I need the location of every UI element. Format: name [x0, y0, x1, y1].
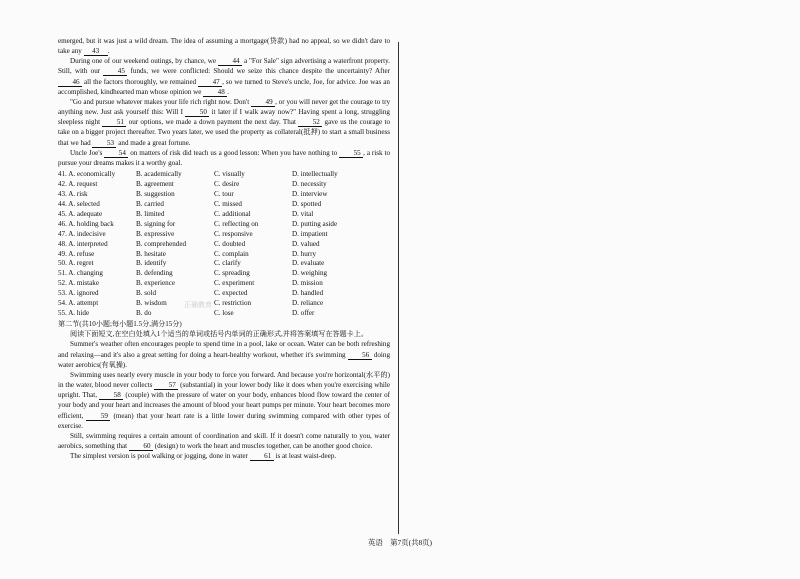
blank-59: 59	[86, 412, 110, 421]
option-a: 46. A. holding back	[58, 219, 114, 228]
text-run: During one of our weekend outings, by chance, we	[70, 57, 217, 66]
option-row	[58, 288, 390, 298]
option-a: 51. A. changing	[58, 269, 103, 278]
option-a: 50. A. regret	[58, 259, 94, 268]
text-run: gave us the courage to take on a bigger project thereafter. Two years later, we used the property as collateral(抵押) to start a small business that we had	[58, 118, 391, 147]
option-row	[58, 169, 390, 179]
text-run: , or you will never get the courage to try anything new. Just ask yourself this: Will I	[58, 97, 390, 117]
text-run: Swimming uses nearly every muscle in your body to force you forward. And because you're horizontal(水平的) in the water, blood never collects	[58, 370, 390, 390]
blank-47: 47	[198, 78, 222, 87]
option-d: D. handled	[292, 289, 324, 298]
option-d: D. intellectually	[292, 170, 338, 179]
option-c: C. lose	[214, 309, 234, 318]
option-c: C. responsive	[214, 229, 253, 238]
blank-48: 48	[203, 88, 227, 97]
paragraph-1	[58, 36, 390, 56]
option-c: C. complain	[214, 249, 249, 258]
section-2-instruction: 阅读下面短文,在空白处填入1个适当的单词或括号内单词的正确形式,并将答案填写在答题卡上。	[70, 330, 368, 339]
page-footer: 英语 第7页(共8页)	[367, 538, 433, 547]
text-run: , a risk to pursue your dreams makes it a worthy goal.	[58, 148, 391, 167]
option-c: C. doubted	[214, 239, 246, 248]
option-a: 53. A. ignored	[58, 289, 99, 298]
option-b: B. wisdom	[136, 299, 167, 308]
text-run: emerged, but it was just a wild dream. The idea of assuming a mortgage(贷款) had no appeal, so we didn't dare to take any	[58, 37, 390, 56]
blank-61: 61	[250, 452, 274, 461]
blank-44: 44	[218, 57, 242, 66]
option-c: C. spreading	[214, 269, 250, 278]
paragraph-2	[58, 56, 390, 97]
blank-50: 50	[185, 108, 209, 117]
text-run: The simplest version is pool walking or jogging, done in water	[70, 452, 248, 461]
text-run: doing water aerobics(有氧操).	[58, 350, 390, 369]
blank-52: 52	[298, 118, 322, 127]
option-d: D. offer	[292, 309, 315, 318]
option-row	[58, 229, 390, 239]
options-table	[58, 169, 390, 318]
option-d: D. interview	[292, 189, 328, 198]
text-run: Still, swimming requires a certain amount of coordination and skill. If it doesn't come naturally to you, water aerobics, something that	[58, 431, 390, 450]
text-run: Uncle Joe's	[70, 148, 103, 157]
option-a: 49. A. refuse	[58, 249, 95, 258]
text-run: (mean) that your heart rate is a little lower during swimming compared with other types of exercise.	[58, 411, 391, 430]
blank-46: 46	[58, 78, 82, 87]
option-b: B. expressive	[136, 229, 175, 238]
text-run: our options, we made a down payment the next day. That	[128, 118, 296, 127]
option-b: B. carried	[136, 199, 164, 208]
section-2-heading: 第二节(共10小题;每小题1.5分,满分15分)	[58, 320, 182, 329]
option-c: C. visually	[214, 170, 245, 179]
option-d: D. valued	[292, 239, 320, 248]
option-d: D. putting aside	[292, 219, 338, 228]
watermark: 正确教育	[184, 301, 212, 309]
passage-paragraph-3	[58, 431, 390, 451]
option-a: 52. A. mistake	[58, 279, 99, 288]
option-a: 48. A. interpreted	[58, 239, 108, 248]
option-d: D. reliance	[292, 299, 324, 308]
paragraph-4	[58, 148, 390, 168]
option-a: 54. A. attempt	[58, 299, 99, 308]
option-c: C. desire	[214, 179, 240, 188]
option-c: C. reflecting on	[214, 219, 259, 228]
option-a: 55. A. hide	[58, 309, 90, 318]
text-run: all the factors thoroughly, we remained	[84, 77, 197, 86]
option-d: D. mission	[292, 279, 323, 288]
option-row	[58, 209, 390, 219]
blank-58: 58	[99, 391, 123, 400]
option-b: B. hesitate	[136, 249, 166, 258]
blank-56: 56	[348, 351, 372, 360]
column-divider	[398, 42, 399, 534]
option-a: 44. A. selected	[58, 199, 100, 208]
text-run: (design) to work the heart and muscles together, can be another good choice.	[154, 441, 373, 450]
text-run: and made a great fortune.	[118, 138, 191, 147]
option-row	[58, 239, 390, 249]
option-row	[58, 219, 390, 229]
blank-49: 49	[251, 98, 275, 107]
option-a: 43. A. risk	[58, 189, 88, 198]
option-a: 47. A. indecisive	[58, 229, 106, 238]
blank-60: 60	[129, 442, 153, 451]
text-run: on matters of risk did teach us a good lesson: When you have nothing to	[130, 148, 338, 157]
option-b: B. sold	[136, 289, 157, 298]
option-d: D. necessity	[292, 179, 327, 188]
option-c: C. clarify	[214, 259, 241, 268]
blank-55: 55	[339, 149, 363, 158]
option-row	[58, 199, 390, 209]
option-a: 41. A. economically	[58, 170, 116, 179]
option-b: B. identify	[136, 259, 167, 268]
text-run: Summer's weather often encourages people to spend time in a pool, lake or ocean. Water can be both refreshing and relaxing—and it's also a great setting for doing a heart-healthy workout, whether it's swimming	[58, 340, 390, 359]
passage-paragraph-4	[58, 451, 390, 461]
text-run: , so we turned to Steve's uncle, Joe, for advice. Joe was an accomplished, kindhearted man whose opinion we	[58, 77, 390, 96]
option-c: C. tour	[214, 189, 234, 198]
text-run: is at least waist-deep.	[275, 452, 337, 461]
paragraph-3	[58, 97, 390, 148]
passage-paragraph-2	[58, 370, 390, 431]
option-row	[58, 179, 390, 189]
option-b: B. do	[136, 309, 152, 318]
option-row	[58, 278, 390, 288]
option-row	[58, 298, 390, 308]
option-row	[58, 258, 390, 268]
text-run: (substantial) in your lower body like it does when you're exercising while upright. That,	[58, 381, 390, 400]
option-d: D. evaluate	[292, 259, 325, 268]
option-b: B. experience	[136, 279, 175, 288]
option-b: B. defending	[136, 269, 173, 278]
blank-43: 43	[84, 47, 108, 56]
option-d: D. vital	[292, 209, 314, 218]
option-d: D. hurry	[292, 249, 317, 258]
option-a: 45. A. adequate	[58, 209, 103, 218]
text-run: it later if I walk away now?" Having spent a long, struggling sleepless night	[58, 108, 390, 127]
option-b: B. comprehended	[136, 239, 187, 248]
option-b: B. agreement	[136, 179, 174, 188]
blank-45: 45	[103, 67, 127, 76]
option-row	[58, 308, 390, 318]
option-d: D. weighing	[292, 269, 328, 278]
option-a: 42. A. request	[58, 179, 98, 188]
text-run: .	[107, 47, 110, 56]
passage-paragraph-1	[58, 339, 390, 369]
blank-57: 57	[154, 381, 178, 390]
text-run: .	[227, 87, 229, 96]
blank-53: 53	[92, 139, 116, 148]
option-c: C. additional	[214, 209, 251, 218]
option-b: B. signing for	[136, 219, 176, 228]
option-d: D. impatient	[292, 229, 328, 238]
blank-54: 54	[104, 149, 128, 158]
option-row	[58, 189, 390, 199]
option-c: C. missed	[214, 199, 242, 208]
option-b: B. suggestion	[136, 189, 175, 198]
option-c: C. restriction	[214, 299, 252, 308]
option-b: B. academically	[136, 170, 182, 179]
text-run: funds, we were conflicted: Should we seize this chance despite the uncertainty? After	[130, 67, 390, 76]
blank-51: 51	[102, 118, 126, 127]
option-c: C. experiment	[214, 279, 255, 288]
text-run: a "For Sale" sign advertising a waterfront property. Still, with our	[58, 57, 390, 76]
text-run: (couple) with the pressure of water on your body, enhances blood flow toward the center of your body and your heart and increases the amount of blood your heart pumps per minute. Your heart becomes more efficient,	[58, 391, 390, 420]
option-c: C. expected	[214, 289, 248, 298]
text-column	[58, 36, 390, 461]
option-b: B. limited	[136, 209, 165, 218]
option-d: D. spotted	[292, 199, 322, 208]
text-run: "Go and pursue whatever makes your life rich right now. Don't	[70, 97, 250, 106]
option-row	[58, 249, 390, 259]
option-row	[58, 268, 390, 278]
